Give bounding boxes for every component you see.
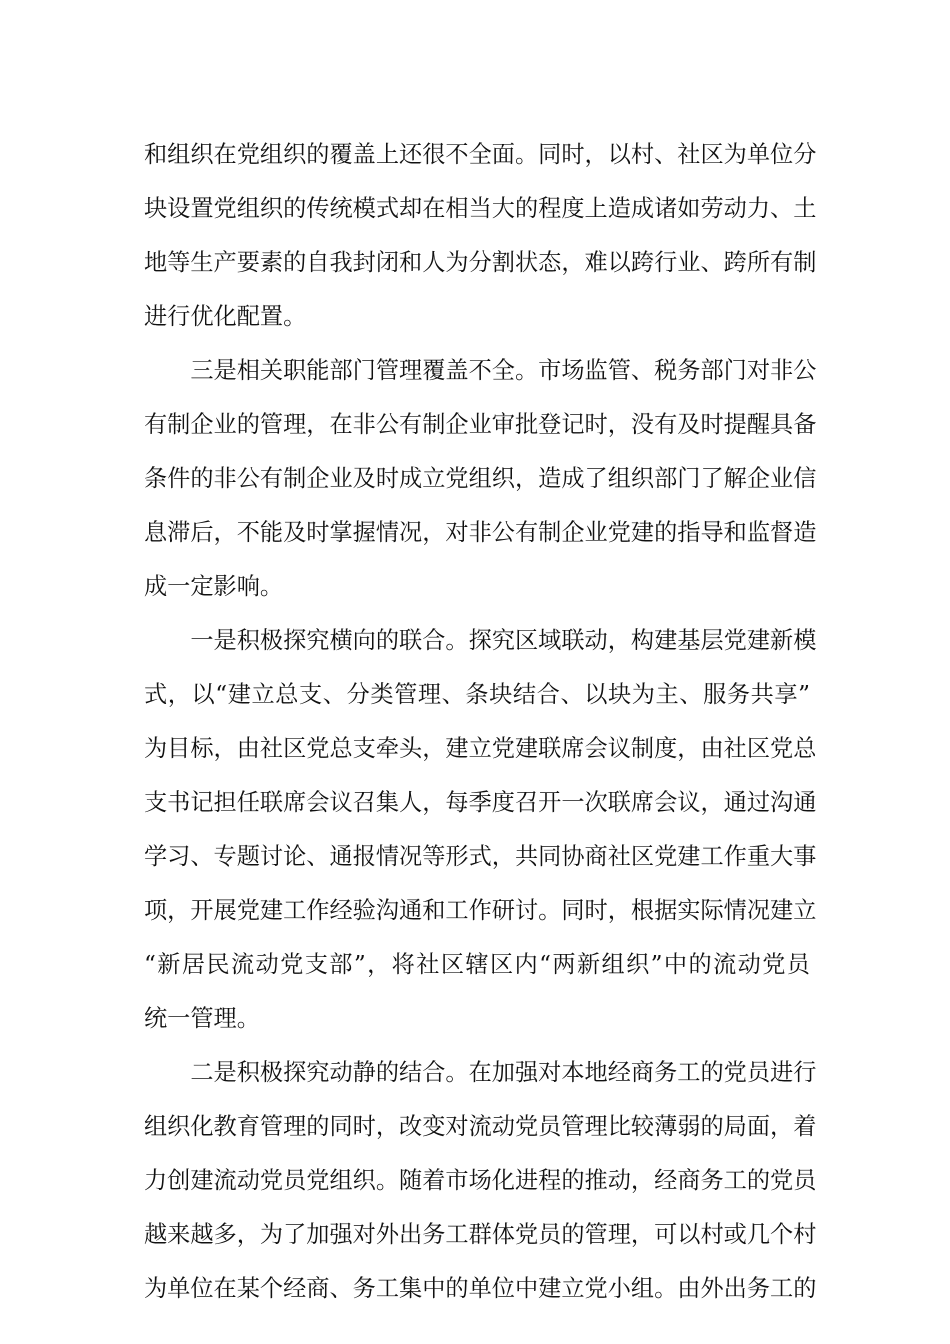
paragraph-line: 越来越多，为了加强对外出务工群体党员的管理，可以村或几个村 [144, 1221, 817, 1248]
paragraph-line: 二是积极探究动静的结合。在加强对本地经商务工的党员进行 [144, 1059, 817, 1086]
paragraph-line: 力创建流动党员党组织。随着市场化进程的推动，经商务工的党员 [144, 1167, 817, 1194]
paragraph-line: 为目标，由社区党总支牵头，建立党建联席会议制度，由社区党总 [144, 735, 817, 762]
paragraph-line: 地等生产要素的自我封闭和人为分割状态，难以跨行业、跨所有制 [144, 249, 817, 276]
paragraph-line: 成一定影响。 [144, 573, 284, 600]
paragraph-line: 和组织在党组织的覆盖上还很不全面。同时，以村、社区为单位分 [144, 141, 817, 168]
paragraph-line: 块设置党组织的传统模式却在相当大的程度上造成诸如劳动力、土 [144, 195, 817, 222]
paragraph-line: 一是积极探究横向的联合。探究区域联动，构建基层党建新模 [144, 627, 817, 654]
paragraph-line: 学习、专题讨论、通报情况等形式，共同协商社区党建工作重大事 [144, 843, 817, 870]
paragraph-line: 统一管理。 [144, 1005, 260, 1032]
document-body [144, 128, 817, 1316]
paragraph-1 [144, 128, 817, 344]
paragraph-line: 有制企业的管理，在非公有制企业审批登记时，没有及时提醒具备 [144, 411, 817, 438]
paragraph-line: 三是相关职能部门管理覆盖不全。市场监管、税务部门对非公 [144, 357, 817, 384]
paragraph-line: 支书记担任联席会议召集人，每季度召开一次联席会议，通过沟通 [144, 789, 817, 816]
paragraph-3 [144, 614, 817, 1046]
paragraph-line: 息滞后，不能及时掌握情况，对非公有制企业党建的指导和监督造 [144, 519, 817, 546]
paragraph-line: 为单位在某个经商、务工集中的单位中建立党小组。由外出务工的 [144, 1275, 817, 1302]
paragraph-4 [144, 1046, 817, 1316]
paragraph-line: 项，开展党建工作经验沟通和工作研讨。同时，根据实际情况建立 [144, 897, 817, 924]
paragraph-line: 条件的非公有制企业及时成立党组织，造成了组织部门了解企业信 [144, 465, 817, 492]
paragraph-line: 组织化教育管理的同时，改变对流动党员管理比较薄弱的局面，着 [144, 1113, 817, 1140]
paragraph-line: 进行优化配置。 [144, 303, 307, 330]
paragraph-line: “新居民流动党支部”，将社区辖区内“两新组织”中的流动党员 [144, 951, 810, 978]
paragraph-line: 式，以“建立总支、分类管理、条块结合、以块为主、服务共享” [144, 681, 810, 708]
paragraph-2 [144, 344, 817, 614]
